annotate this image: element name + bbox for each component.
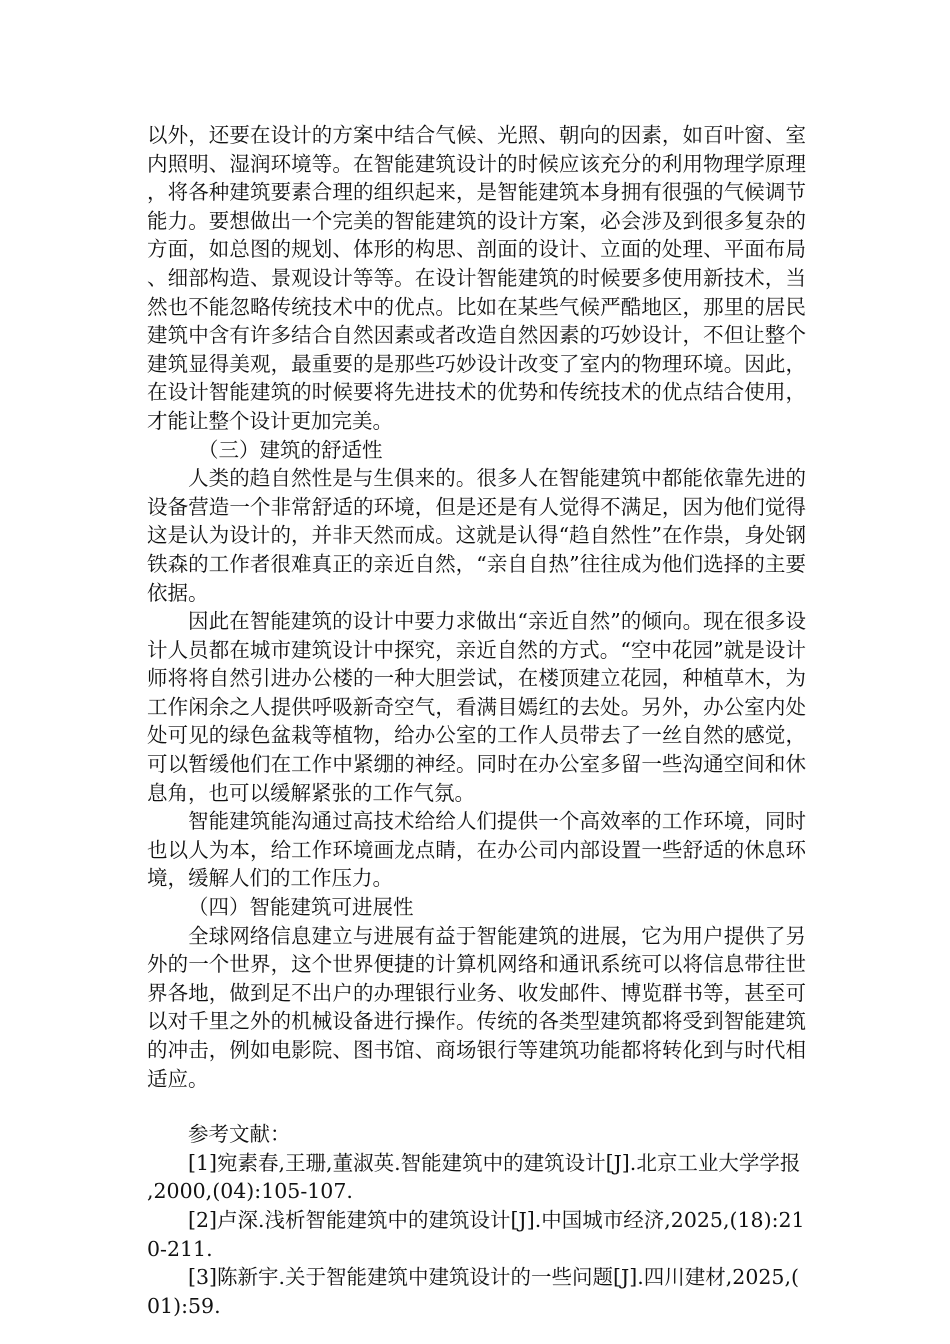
reference-item: [2]卢深.浅析智能建筑中的建筑设计[J].中国城市经济,2025,(18):210-211. (147, 1207, 805, 1261)
body-paragraph: 以外，还要在设计的方案中结合气候、光照、朝向的因素，如百叶窗、室内照明、湿润环境等。在智能建筑设计的时候应该充分的利用物理学原理，将各种建筑要素合理的组织起来，是智能建筑本身拥有很强的气候调节能力。要想做出一个完美的智能建筑的设计方案，必会涉及到很多复杂的方面，如总图的规划、体形的构思、剖面的设计、立面的处理、平面布局、细部构造、景观设计等等。在设计智能建筑的时候要多使用新技术，当然也不能忽略传统技术中的优点。比如在某些气候严酷地区，那里的居民建筑中含有许多结合自然因素或者改造自然因素的巧妙设计，不但让整个建筑显得美观，最重要的是那些巧妙设计改变了室内的物理环境。因此，在设计智能建筑的时候要将先进技术的优势和传统技术的优点结合使用，才能让整个设计更加完美。 (147, 123, 806, 433)
blank-line (147, 1093, 806, 1120)
references-title: 参考文献： (188, 1122, 291, 1147)
reference-item: [1]宛素春,王珊,董淑英.智能建筑中的建筑设计[J].北京工业大学学报,2000,(04):105-107. (147, 1150, 801, 1204)
reference-item: [3]陈新宇.关于智能建筑中建筑设计的一些问题[J].四川建材,2025,(01):59. (147, 1265, 799, 1318)
document-page (147, 121, 806, 1320)
body-paragraph: 因此在智能建筑的设计中要力求做出“亲近自然”的倾向。现在很多设计人员都在城市建筑设计中探究，亲近自然的方式。“空中花园”就是设计师将将自然引进办公楼的一种大胆尝试，在楼顶建立花园，种植草木，为工作闲余之人提供呼吸新奇空气，看满目嫣红的去处。另外，办公室内处处可见的绿色盆栽等植物，给办公室的工作人员带去了一丝自然的感觉，可以暂缓他们在工作中紧绷的神经。同时在办公室多留一些沟通空间和休息角，也可以缓解紧张的工作气氛。 (147, 609, 806, 805)
body-paragraph: 人类的趋自然性是与生俱来的。很多人在智能建筑中都能依靠先进的设备营造一个非常舒适的环境，但是还是有人觉得不满足，因为他们觉得这是认为设计的，并非天然而成。这就是认得“趋自然性”在作祟，身处钢铁森的工作者很难真正的亲近自然，“亲自自热”往往成为他们选择的主要依据。 (147, 466, 806, 605)
body-paragraph: 智能建筑能沟通过高技术给给人们提供一个高效率的工作环境，同时也以人为本，给工作环境画龙点睛，在办公司内部设置一些舒适的休息环境，缓解人们的工作压力。 (147, 809, 806, 891)
section-heading: （三）建筑的舒适性 (198, 437, 383, 462)
section-heading: （四）智能建筑可进展性 (188, 895, 414, 920)
body-paragraph: 全球网络信息建立与进展有益于智能建筑的进展，它为用户提供了另外的一个世界，这个世界便捷的计算机网络和通讯系统可以将信息带往世界各地，做到足不出户的办理银行业务、收发邮件、博览群书等，甚至可以对千里之外的机械设备进行操作。传统的各类型建筑都将受到智能建筑的冲击，例如电影院、图书馆、商场银行等建筑功能都将转化到与时代相适应。 (147, 923, 806, 1091)
